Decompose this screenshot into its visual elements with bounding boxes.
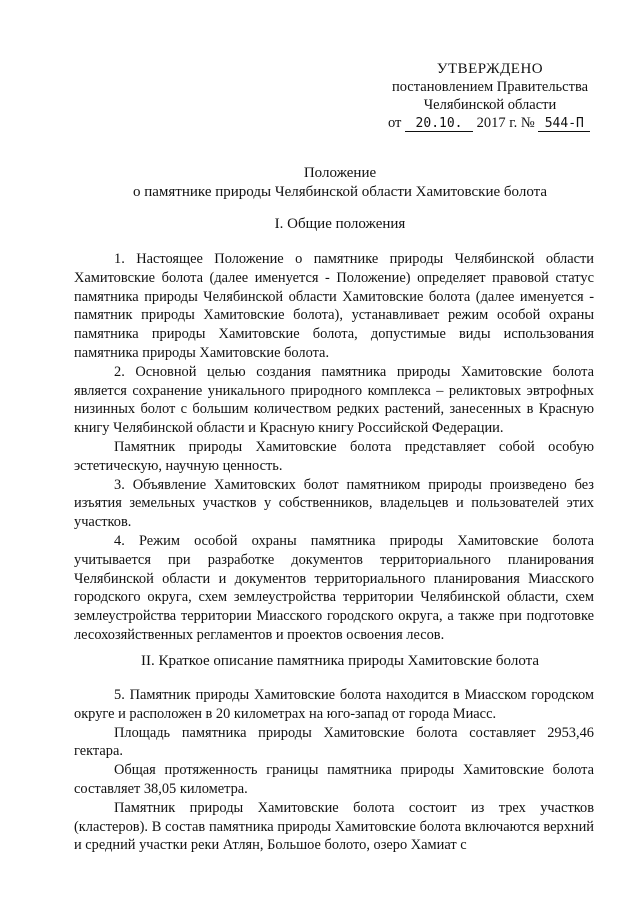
paragraph: Общая протяженность границы памятника природы Хамитовские болота составляет 38,05 километра. (74, 762, 594, 797)
section-2-heading: II. Краткое описание памятника природы Хамитовские болота (140, 653, 540, 669)
approval-stamp (380, 60, 600, 132)
approval-date-value: 20.10. (405, 116, 473, 132)
section-2-body (74, 686, 594, 855)
section-1-body (74, 250, 594, 645)
paragraph: Памятник природы Хамитовские болота представляет собой особую эстетическую, научную ценность. (74, 438, 594, 474)
document-title-block (70, 164, 610, 202)
paragraph: 5. Памятник природы Хамитовские болота находится в Миасском городском округе и расположен в 20 километрах на юго-запад от города Миасс. (74, 687, 594, 722)
approval-year-text: 2017 г. № (476, 115, 535, 131)
paragraph: Площадь памятника природы Хамитовские болота составляет 2953,46 гектара. (74, 724, 594, 760)
approval-number-value: 544-П (538, 116, 590, 132)
paragraph: 1. Настоящее Положение о памятнике природы Челябинской области Хамитовские болота (далее именуется - Положение) определяет правовой статус памятника природы Челябинской области Хамитовские болота (далее именуется - памятник природы Хамитовские болота), устанавливает режим особой охраны памятника природы Хамитовские болота, допустимые виды использования памятника природы Хамитовские болота. (74, 251, 594, 361)
section-1-heading: I. Общие положения (274, 216, 406, 232)
approval-line-1: постановлением Правительства (391, 79, 589, 95)
paragraph: Памятник природы Хамитовские болота состоит из трех участков (кластеров). В состав памятника природы Хамитовские болота включаются верхний и средний участки реки Атлян, Большое болото, озеро Хамиат с (74, 799, 594, 854)
from-label: от (388, 115, 402, 131)
approval-line-2: Челябинской области (423, 97, 557, 113)
paragraph: 3. Объявление Хамитовских болот памятником природы произведено без изъятия земельных участков у собственников, владельцев и пользователей этих участков. (74, 476, 594, 531)
approval-title: УТВЕРЖДЕНО (436, 61, 544, 77)
approval-date-line (388, 114, 600, 132)
document-title: Положение (303, 165, 377, 181)
document-subtitle: о памятнике природы Челябинской области Хамитовские болота (132, 184, 548, 200)
paragraph: 2. Основной целью создания памятника природы Хамитовские болота является сохранение уникального природного комплекса – реликтовых эвтрофных низинных болот с большим количеством редких растений, занесенных в Красную книгу Челябинской области и Красную книгу Российской Федерации. (74, 363, 594, 437)
paragraph: 4. Режим особой охраны памятника природы Хамитовские болота учитывается при разработке документов территориального планирования Челябинской области и документов территориального планирования Миасского городского округа, схем землеустройства территории Челябинской области, схем землеустройства территории Миасского городского округа, а также при подготовке лесохозяйственных регламентов и проектов освоения лесов. (74, 532, 594, 643)
